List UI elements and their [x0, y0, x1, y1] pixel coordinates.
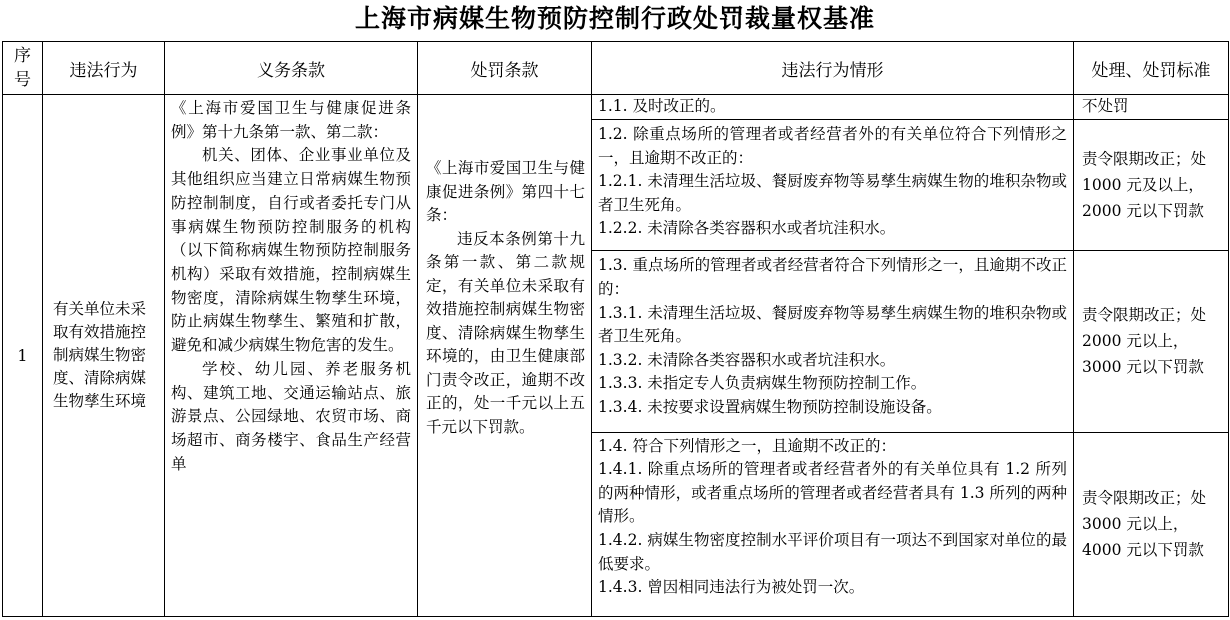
situation-cell — [592, 251, 1074, 432]
penalty-table — [2, 41, 1229, 617]
table-row — [3, 95, 1229, 120]
header-penalty: 处罚条款 — [418, 42, 592, 95]
document-title: 上海市病媒生物预防控制行政处罚裁量权基准 — [354, 4, 875, 33]
situation-line: 1.3. 重点场所的管理者或者经营者符合下列情形之一，且逾期不改正的： — [598, 256, 1067, 298]
situation-line: 1.3.2. 未清除各类容器积水或者坑洼积水。 — [598, 350, 896, 369]
header-situation: 违法行为情形 — [592, 42, 1074, 95]
standard-cell: 责令限期改正；处 1000 元及以上，2000 元以下罚款 — [1074, 120, 1229, 251]
row-number: 1 — [3, 95, 43, 617]
standard-cell: 不处罚 — [1074, 95, 1229, 120]
situation-line: 1.1. 及时改正的。 — [598, 97, 726, 116]
violation-behavior: 有关单位未采取有效措施控制病媒生物密度、清除病媒生物孳生环境 — [43, 95, 165, 617]
header-behavior: 违法行为 — [43, 42, 165, 95]
obligation-paragraph: 机关、团体、企业事业单位及其他组织应当建立日常病媒生物预防控制制度，自行或者委托专门从事病媒生物预防控制服务的机构（以下简称病媒生物预防控制服务机构）采取有效措施，控制病媒生物密度，清除病媒生物孳生环境，防止病媒生物孳生、繁殖和扩散，避免和减少病媒生物危害的发生。 — [171, 146, 411, 355]
situation-line: 1.4.3. 曾因相同违法行为被处罚一次。 — [598, 578, 865, 597]
obligation-clause — [165, 95, 418, 617]
obligation-paragraph: 学校、幼儿园、养老服务机构、建筑工地、交通运输站点、旅游景点、公园绿地、农贸市场、商场超市、商务楼宇、食品生产经营单 — [171, 359, 411, 473]
penalty-paragraph: 违反本条例第十九条第一款、第二款规定，有关单位未采取有效措施控制病媒生物密度、清除病媒生物孳生环境的，由卫生健康部门责令改正，逾期不改正的，处一千元以上五千元以下罚款。 — [426, 229, 585, 436]
header-num: 序号 — [3, 42, 43, 95]
situation-line: 1.4.1. 除重点场所的管理者或者经营者外的有关单位具有 1.2 所列的两种情形，或者重点场所的管理者或者经营者具有 1.3 所列的两种情形。 — [598, 460, 1067, 526]
header-obligation: 义务条款 — [165, 42, 418, 95]
situation-line: 1.3.1. 未清理生活垃圾、餐厨废弃物等易孳生病媒生物的堆积杂物或者卫生死角。 — [598, 303, 1067, 346]
situation-cell — [592, 120, 1074, 251]
penalty-paragraph: 《上海市爱国卫生与健康促进条例》第四十七条： — [426, 159, 585, 225]
situation-cell — [592, 432, 1074, 616]
situation-line: 1.4.2. 病媒生物密度控制水平评价项目有一项达不到国家对单位的最低要求。 — [598, 531, 1067, 573]
situation-cell — [592, 95, 1074, 120]
header-standard: 处理、处罚标准 — [1074, 42, 1229, 95]
situation-line: 1.3.3. 未指定专人负责病媒生物预防控制工作。 — [598, 374, 927, 393]
standard-cell: 责令限期改正；处2000 元以上，3000 元以下罚款 — [1074, 251, 1229, 432]
penalty-clause — [418, 95, 592, 617]
situation-line: 1.2.1. 未清理生活垃圾、餐厨废弃物等易孳生病媒生物的堆积杂物或者卫生死角。 — [598, 172, 1067, 214]
situation-line: 1.2.2. 未清除各类容器积水或者坑洼积水。 — [598, 219, 896, 238]
table-header-row — [3, 42, 1229, 95]
situation-line: 1.2. 除重点场所的管理者或者经营者外的有关单位符合下列情形之一，且逾期不改正的： — [598, 125, 1067, 167]
standard-cell: 责令限期改正；处3000 元以上，4000 元以下罚款 — [1074, 432, 1229, 616]
obligation-paragraph: 《上海市爱国卫生与健康促进条例》第十九条第一款、第二款： — [171, 99, 411, 141]
situation-line: 1.4. 符合下列情形之一，且逾期不改正的： — [598, 436, 897, 455]
situation-line: 1.3.4. 未按要求设置病媒生物预防控制设施设备。 — [598, 397, 942, 416]
